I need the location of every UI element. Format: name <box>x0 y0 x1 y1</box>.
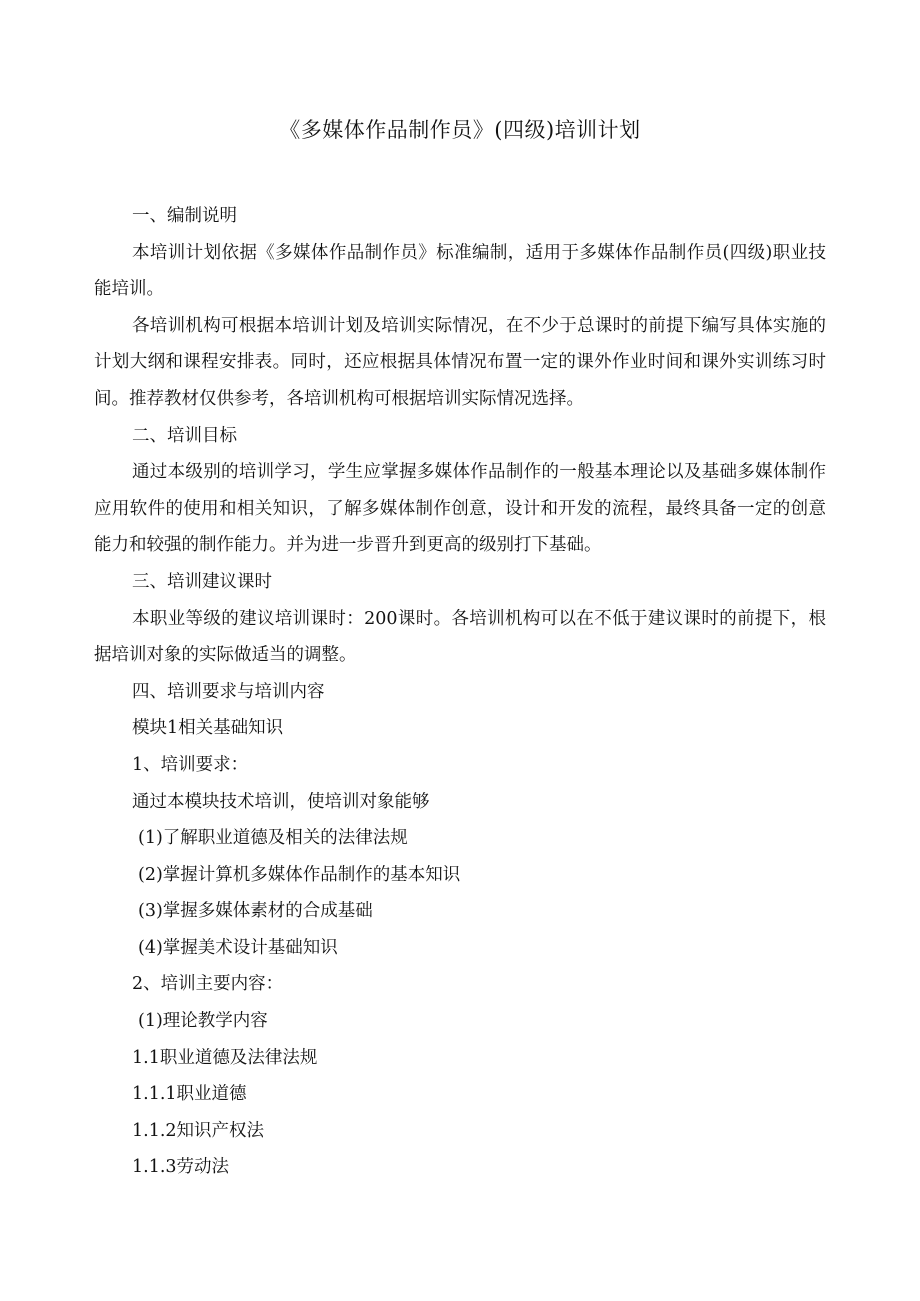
section-heading: 一、编制说明 <box>132 206 237 226</box>
module-heading: 模块1相关基础知识 <box>132 718 284 739</box>
paragraph: 各培训机构可根据本培训计划及培训实际情况，在不少于总课时的前提下编写具体实施的计划大纲和课程安排表。同时，还应根据具体情况布置一定的课外作业时间和课外实训练习时间。推荐教材仅供参考，各培训机构可根据培训实际情况选择。 <box>94 315 826 409</box>
paragraph: 本培训计划依据《多媒体作品制作员》标准编制，适用于多媒体作品制作员(四级)职业技能培训。 <box>94 242 826 300</box>
list-item: 1.1.1职业道德 <box>132 1084 247 1105</box>
list-item: (1)理论教学内容 <box>138 1011 268 1032</box>
list-item: (2)掌握计算机多媒体作品制作的基本知识 <box>138 864 461 885</box>
list-item: (3)掌握多媒体素材的合成基础 <box>138 901 373 922</box>
section-heading: 二、培训目标 <box>132 425 237 446</box>
subsection-heading: 2、培训主要内容： <box>132 974 284 995</box>
list-item: 1.1.3劳动法 <box>132 1157 230 1178</box>
paragraph: 通过本级别的培训学习，学生应掌握多媒体作品制作的一般基本理论以及基础多媒体制作应用软件的使用和相关知识，了解多媒体制作创意，设计和开发的流程，最终具备一定的创意能力和较强的制作能力。并为进一步晋升到更高的级别打下基础。 <box>94 462 826 556</box>
section-heading: 四、培训要求与培训内容 <box>132 681 325 702</box>
document-body <box>94 198 826 1186</box>
list-item: 1.1.2知识产权法 <box>132 1120 265 1141</box>
paragraph: 通过本模块技术培训，使培训对象能够 <box>132 791 430 812</box>
list-item: 1.1职业道德及法律法规 <box>132 1047 318 1068</box>
paragraph: 本职业等级的建议培训课时：200课时。各培训机构可以在不低于建议课时的前提下，根据培训对象的实际做适当的调整。 <box>94 608 826 666</box>
list-item: (4)掌握美术设计基础知识 <box>138 937 338 958</box>
page-title: 《多媒体作品制作员》(四级)培训计划 <box>279 118 641 142</box>
list-item: (1)了解职业道德及相关的法律法规 <box>138 828 408 849</box>
subsection-heading: 1、培训要求： <box>132 754 249 775</box>
section-heading: 三、培训建议课时 <box>132 571 272 592</box>
